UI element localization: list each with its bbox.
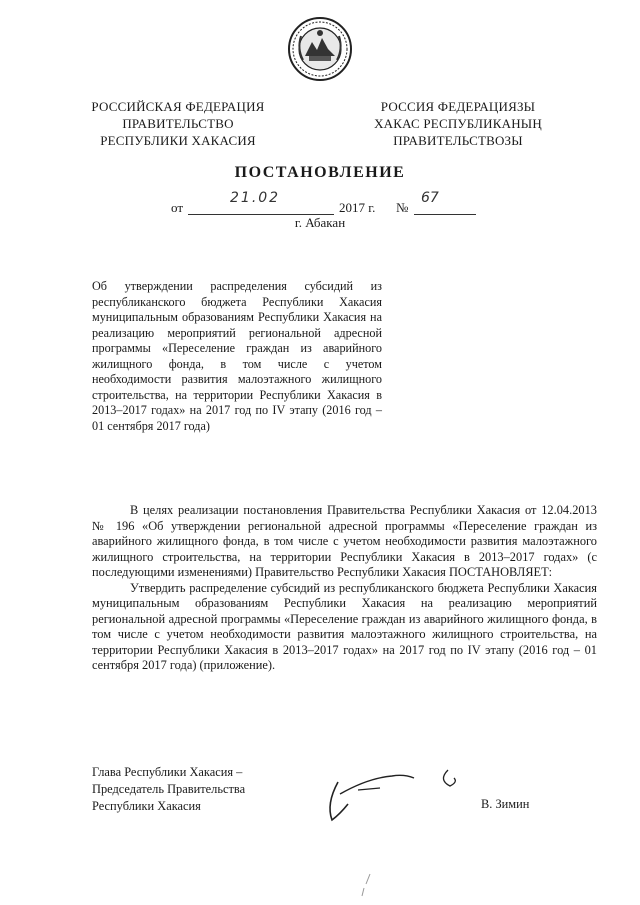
document-subject: Об утверждении распределения субсидий из республиканского бюджета Республики Хакасия муниципальным образованиям Республики Хакасия на реализацию мероприятий региональной адресной программы «Переселение граждан из аварийного жилищного фонда, в том числе с учетом необходимости развития малоэтажного жилищного строительства, на территории Республики Хакасия в 2013–2017 годах» на 2017 год по IV этапу (2016 год – 01 сентября 2017 года) xyxy=(92,279,382,433)
scan-mark xyxy=(352,872,382,898)
coat-of-arms-seal xyxy=(287,16,353,82)
signatory-position-line: Глава Республики Хакасия – xyxy=(92,765,243,779)
handwritten-signature xyxy=(318,764,468,824)
header-left-line: ПРАВИТЕЛЬСТВО xyxy=(122,116,234,131)
document-body xyxy=(92,503,597,674)
header-right-line: РОССИЯ ФЕДЕРАЦИЯЗЫ xyxy=(380,99,536,114)
header-left-block xyxy=(78,98,278,149)
header-right-line: ХАКАС РЕСПУБЛИКАНЫҢ xyxy=(374,116,542,131)
header-left-line: РЕСПУБЛИКИ ХАКАСИЯ xyxy=(100,133,256,148)
document-title: ПОСТАНОВЛЕНИЕ xyxy=(234,164,406,181)
signatory-name: В. Зимин xyxy=(481,797,530,811)
city-name: г. Абакан xyxy=(294,215,346,230)
date-from-label: от xyxy=(171,200,184,215)
date-handwritten: 21.02 xyxy=(230,190,281,206)
number-label: № xyxy=(396,200,409,215)
date-year: 2017 г. xyxy=(339,200,376,215)
body-paragraph: Утвердить распределение субсидий из республиканского бюджета Республики Хакасия муниципальным образованиям Республики Хакасия на реализацию мероприятий региональной адресной программы «Переселение граждан из аварийного жилищного фонда, в том числе с учетом необходимости развития малоэтажного жилищного строительства, на территории Республики Хакасия в 2013–2017 годах» на 2017 год по IV этапу (2016 год – 01 сентября 2017 года) (приложение). xyxy=(92,580,597,672)
signatory-position xyxy=(92,764,245,815)
header-right-line: ПРАВИТЕЛЬСТВОЗЫ xyxy=(393,133,523,148)
header-right-block xyxy=(358,98,558,149)
signatory-position-line: Председатель Правительства xyxy=(92,782,246,796)
signatory-position-line: Республики Хакасия xyxy=(92,799,201,813)
header-left-line: РОССИЙСКАЯ ФЕДЕРАЦИЯ xyxy=(91,99,265,114)
body-paragraph: В целях реализации постановления Правительства Республики Хакасия от 12.04.2013 № 196 «Об утверждении региональной адресной программы «Переселение граждан из аварийного жилищного фонда, в том числе с учетом необходимости развития малоэтажного жилищного строительства, на территории Республики Хакасия в 2013–2017 годах» (с последующими изменениями) Правительство Республики Хакасия ПОСТАНОВЛЯЕТ: xyxy=(92,503,597,579)
number-handwritten: 67 xyxy=(421,190,439,206)
